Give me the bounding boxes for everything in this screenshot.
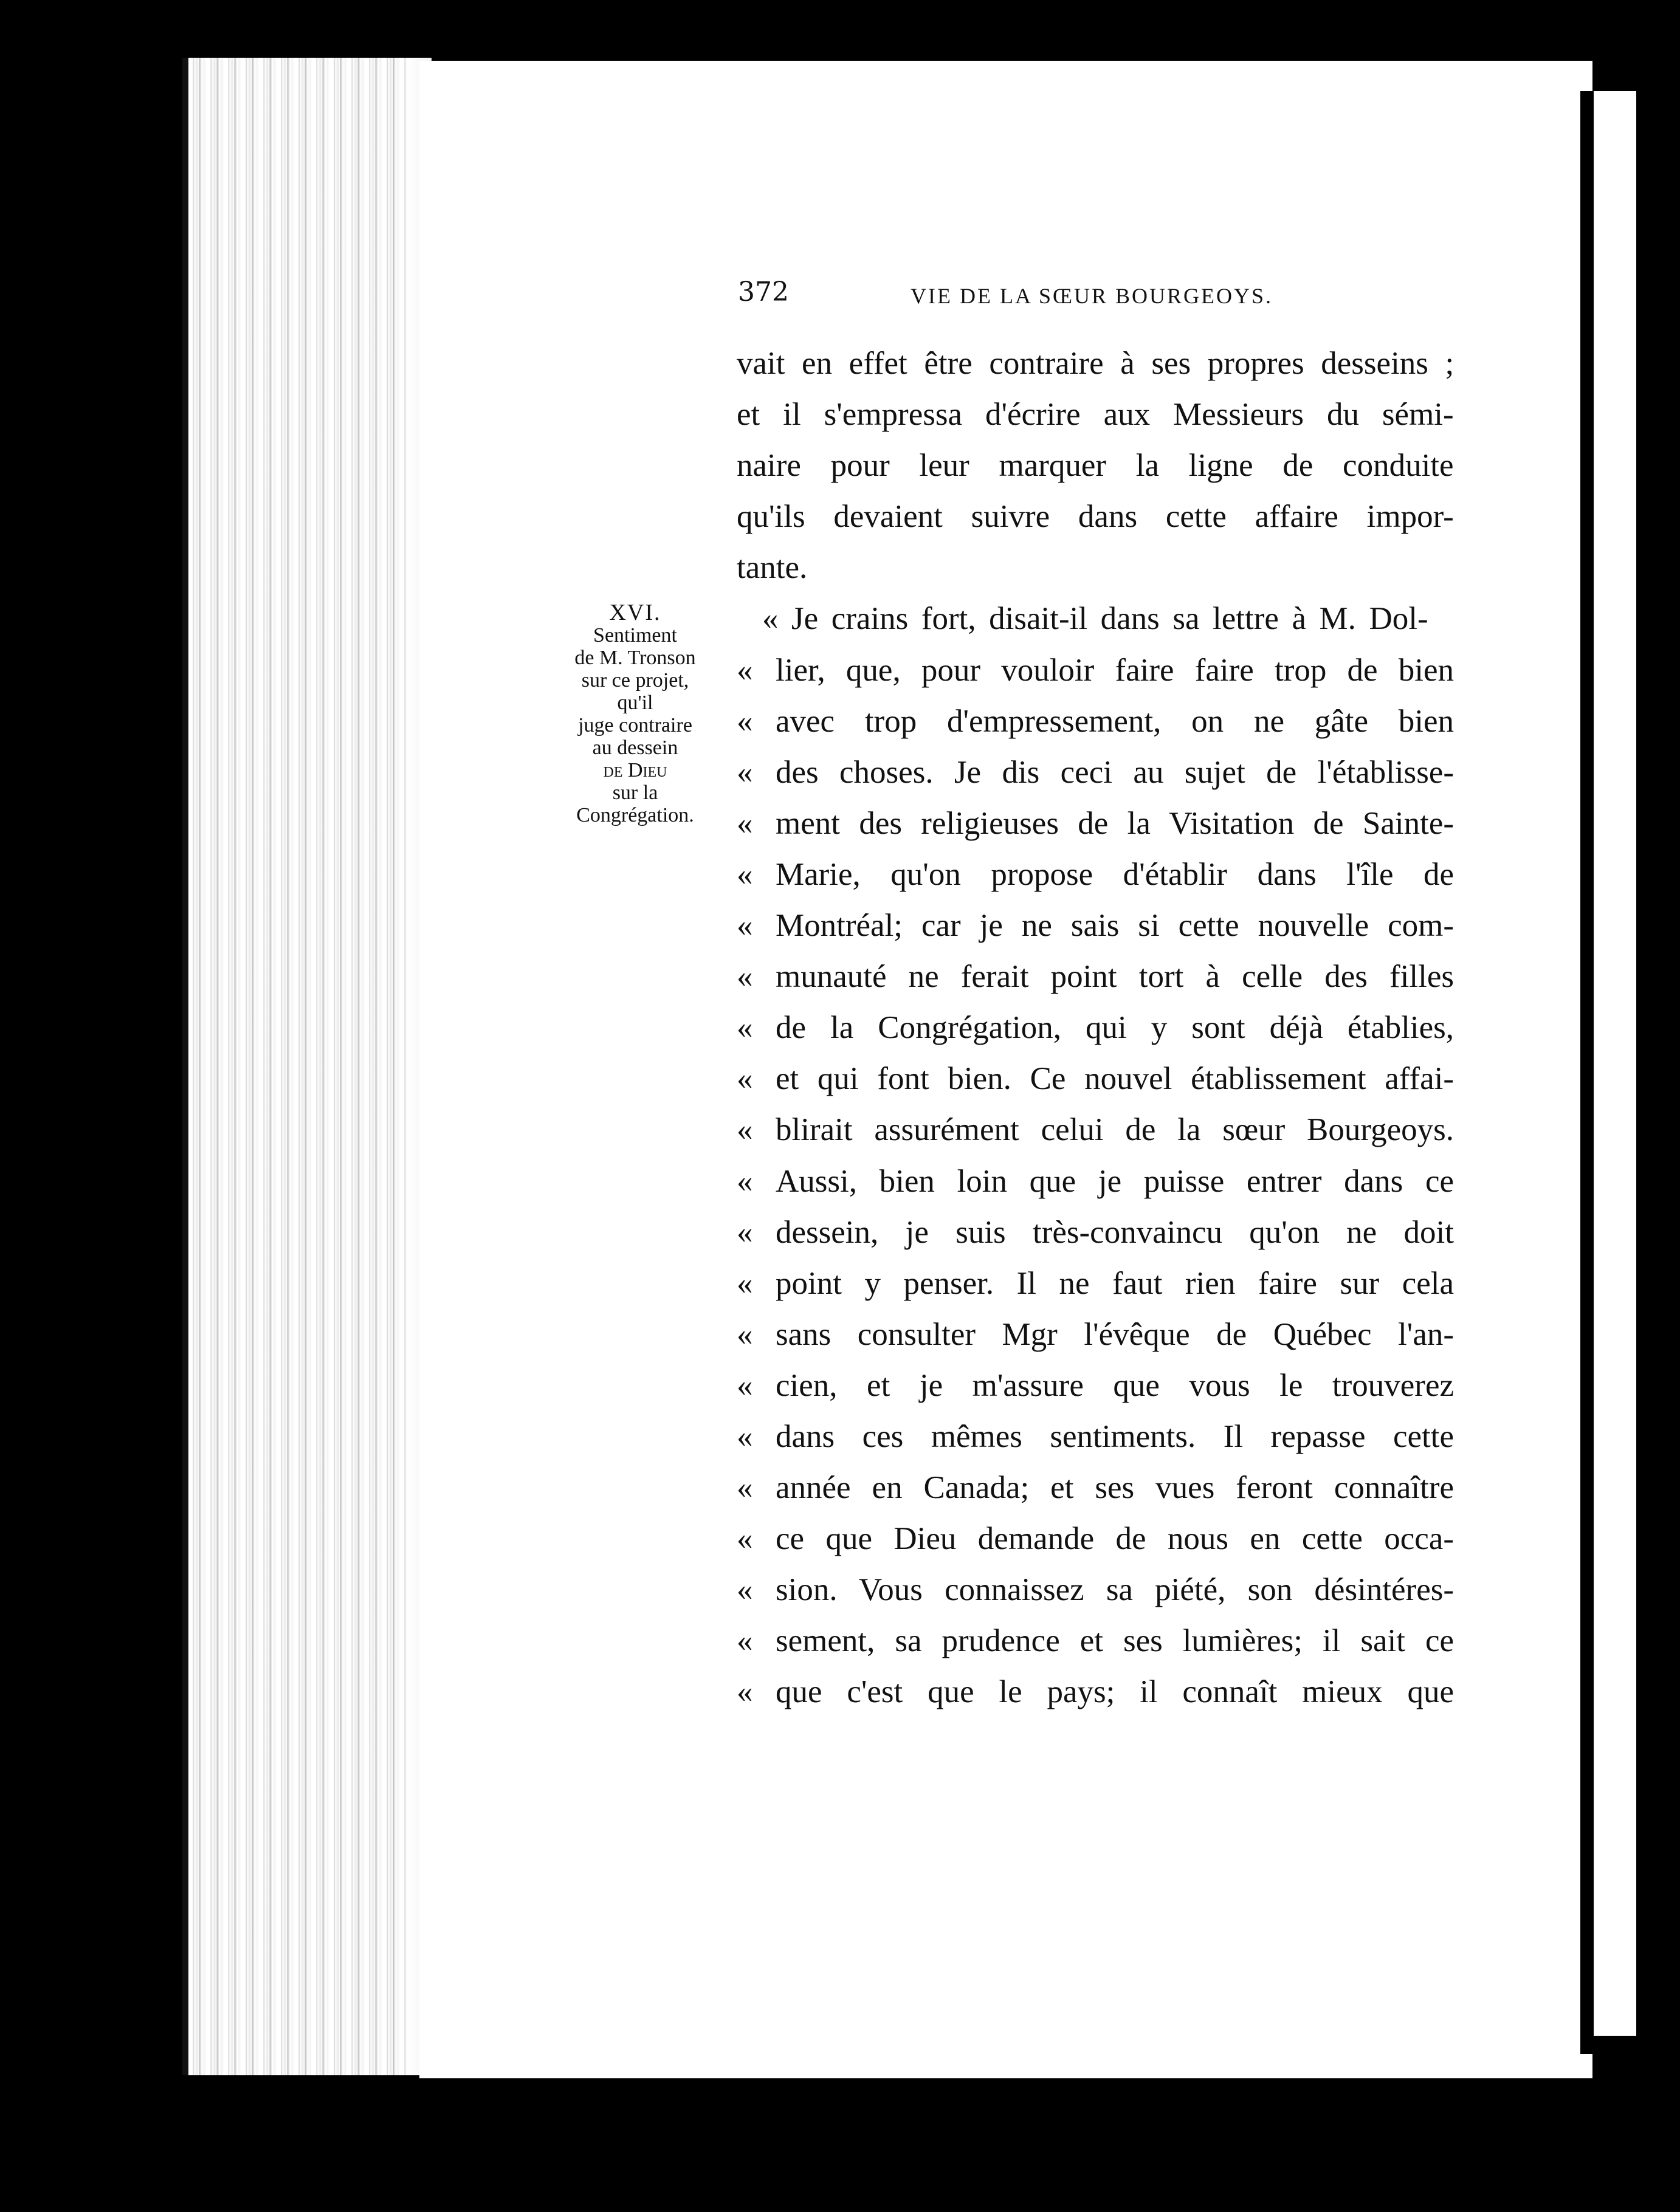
gutter-shadow — [1580, 91, 1594, 2054]
text-line: naire pour leur marquer la ligne de conduite — [737, 448, 1454, 484]
quote-line-text: et qui font bien. Ce nouvel établissement affai- — [776, 1061, 1454, 1097]
quote-line-text: des choses. Je dis ceci au sujet de l'établisse- — [776, 754, 1454, 790]
quote-line-text: sement, sa prudence et ses lumières; il sait ce — [776, 1623, 1454, 1659]
quote-line-text: que c'est que le pays; il connaît mieux que — [776, 1674, 1454, 1710]
guillemet-mark: « — [737, 1418, 753, 1454]
quote-line — [737, 696, 1454, 747]
guillemet-mark: « — [737, 1163, 753, 1199]
quotation-block — [737, 645, 1454, 1718]
body-text — [737, 338, 1454, 1718]
quote-line-text: avec trop d'empressement, on ne gâte bien — [776, 703, 1454, 739]
guillemet-mark: « — [737, 1521, 753, 1557]
quote-first-line: « Je crains fort, disait-il dans sa lettre à M. Dol- — [762, 601, 1428, 637]
text-line: tante. — [737, 550, 808, 586]
quote-line — [737, 1309, 1454, 1360]
margin-note-line: au dessein — [592, 737, 678, 759]
quote-line-text: point y penser. Il ne faut rien faire sur cela — [776, 1265, 1454, 1301]
quote-line — [737, 951, 1454, 1002]
guillemet-mark: « — [737, 1061, 753, 1097]
margin-note-line: sur la — [612, 781, 658, 804]
guillemet-mark: « — [737, 1214, 753, 1250]
guillemet-mark: « — [737, 908, 753, 944]
quote-line — [737, 1258, 1454, 1309]
quote-line-text: Montréal; car je ne sais si cette nouvelle com- — [776, 908, 1454, 944]
guillemet-mark: « — [737, 1674, 753, 1710]
quote-line-text: Aussi, bien loin que je puisse entrer dans ce — [776, 1163, 1454, 1199]
quote-line-text: sion. Vous connaissez sa piété, son désintéres- — [776, 1572, 1454, 1608]
guillemet-mark: « — [737, 1010, 753, 1046]
quote-line-text: blirait assurément celui de la sœur Bourgeoys. — [776, 1112, 1454, 1148]
margin-note-line: qu'il — [617, 692, 653, 714]
quote-line-text: année en Canada; et ses vues feront connaître — [776, 1470, 1454, 1506]
margin-note-line: Sentiment — [593, 624, 677, 647]
quote-line — [737, 1666, 1454, 1717]
guillemet-mark: « — [737, 1572, 753, 1608]
book-fore-edge — [182, 58, 432, 2075]
guillemet-mark: « — [737, 1316, 753, 1352]
margin-note-line: de M. Tronson — [574, 647, 696, 669]
quote-line — [737, 1462, 1454, 1513]
quote-line-text: ment des religieuses de la Visitation de Sainte- — [776, 805, 1454, 841]
quote-line-text: dessein, je suis très-convaincu qu'on ne doit — [776, 1214, 1454, 1250]
guillemet-mark: « — [737, 959, 753, 995]
guillemet-mark: « — [737, 754, 753, 790]
quote-line-text: dans ces mêmes sentiments. Il repasse cette — [776, 1418, 1454, 1454]
quote-line — [737, 1513, 1454, 1564]
quote-line — [737, 1156, 1454, 1207]
quote-line — [737, 747, 1454, 798]
text-line: vait en effet être contraire à ses propres desseins ; — [737, 346, 1455, 381]
quote-line-text: cien, et je m'assure que vous le trouverez — [776, 1367, 1454, 1403]
quote-line — [737, 1615, 1454, 1666]
text-line: et il s'empressa d'écrire aux Messieurs du sémi- — [737, 397, 1454, 433]
quote-line — [737, 849, 1454, 900]
quote-line — [737, 900, 1454, 951]
quote-line-text: ce que Dieu demande de nous en cette occa- — [776, 1521, 1454, 1557]
quote-line — [737, 1002, 1454, 1053]
quote-line — [737, 1207, 1454, 1258]
quote-line-text: sans consulter Mgr l'évêque de Québec l'an- — [776, 1316, 1454, 1352]
page-number: 372 — [738, 276, 789, 307]
guillemet-mark: « — [737, 1623, 753, 1659]
quote-line — [737, 798, 1454, 849]
quote-line-text: lier, que, pour vouloir faire faire trop de bien — [776, 652, 1454, 688]
quote-line-text: munauté ne ferait point tort à celle des filles — [776, 959, 1454, 995]
quote-line — [737, 1104, 1454, 1155]
margin-note-line: de Dieu — [603, 759, 667, 781]
margin-note-line: Congrégation. — [576, 804, 694, 826]
guillemet-mark: « — [737, 805, 753, 841]
quote-line-text: Marie, qu'on propose d'établir dans l'île de — [776, 856, 1454, 892]
guillemet-mark: « — [737, 703, 753, 739]
facing-page-edge — [1594, 91, 1636, 2036]
guillemet-mark: « — [737, 1367, 753, 1403]
guillemet-mark: « — [737, 1265, 753, 1301]
quote-line — [737, 1053, 1454, 1104]
running-head: VIE DE LA SŒUR BOURGEOYS. — [911, 284, 1273, 308]
guillemet-mark: « — [737, 1470, 753, 1506]
margin-note-line: juge contraire — [578, 714, 692, 737]
quote-line — [737, 1411, 1454, 1462]
quote-line-text: de la Congrégation, qui y sont déjà établies, — [776, 1010, 1454, 1046]
text-line: qu'ils devaient suivre dans cette affaire impor- — [737, 499, 1454, 535]
guillemet-mark: « — [737, 856, 753, 892]
guillemet-mark: « — [737, 1112, 753, 1148]
margin-note — [541, 602, 729, 826]
margin-note-line: sur ce projet, — [581, 669, 689, 692]
quote-line — [737, 645, 1454, 696]
margin-note-number: XVI. — [609, 600, 661, 625]
quote-line — [737, 1564, 1454, 1615]
quote-line — [737, 1360, 1454, 1411]
guillemet-mark: « — [737, 652, 753, 688]
